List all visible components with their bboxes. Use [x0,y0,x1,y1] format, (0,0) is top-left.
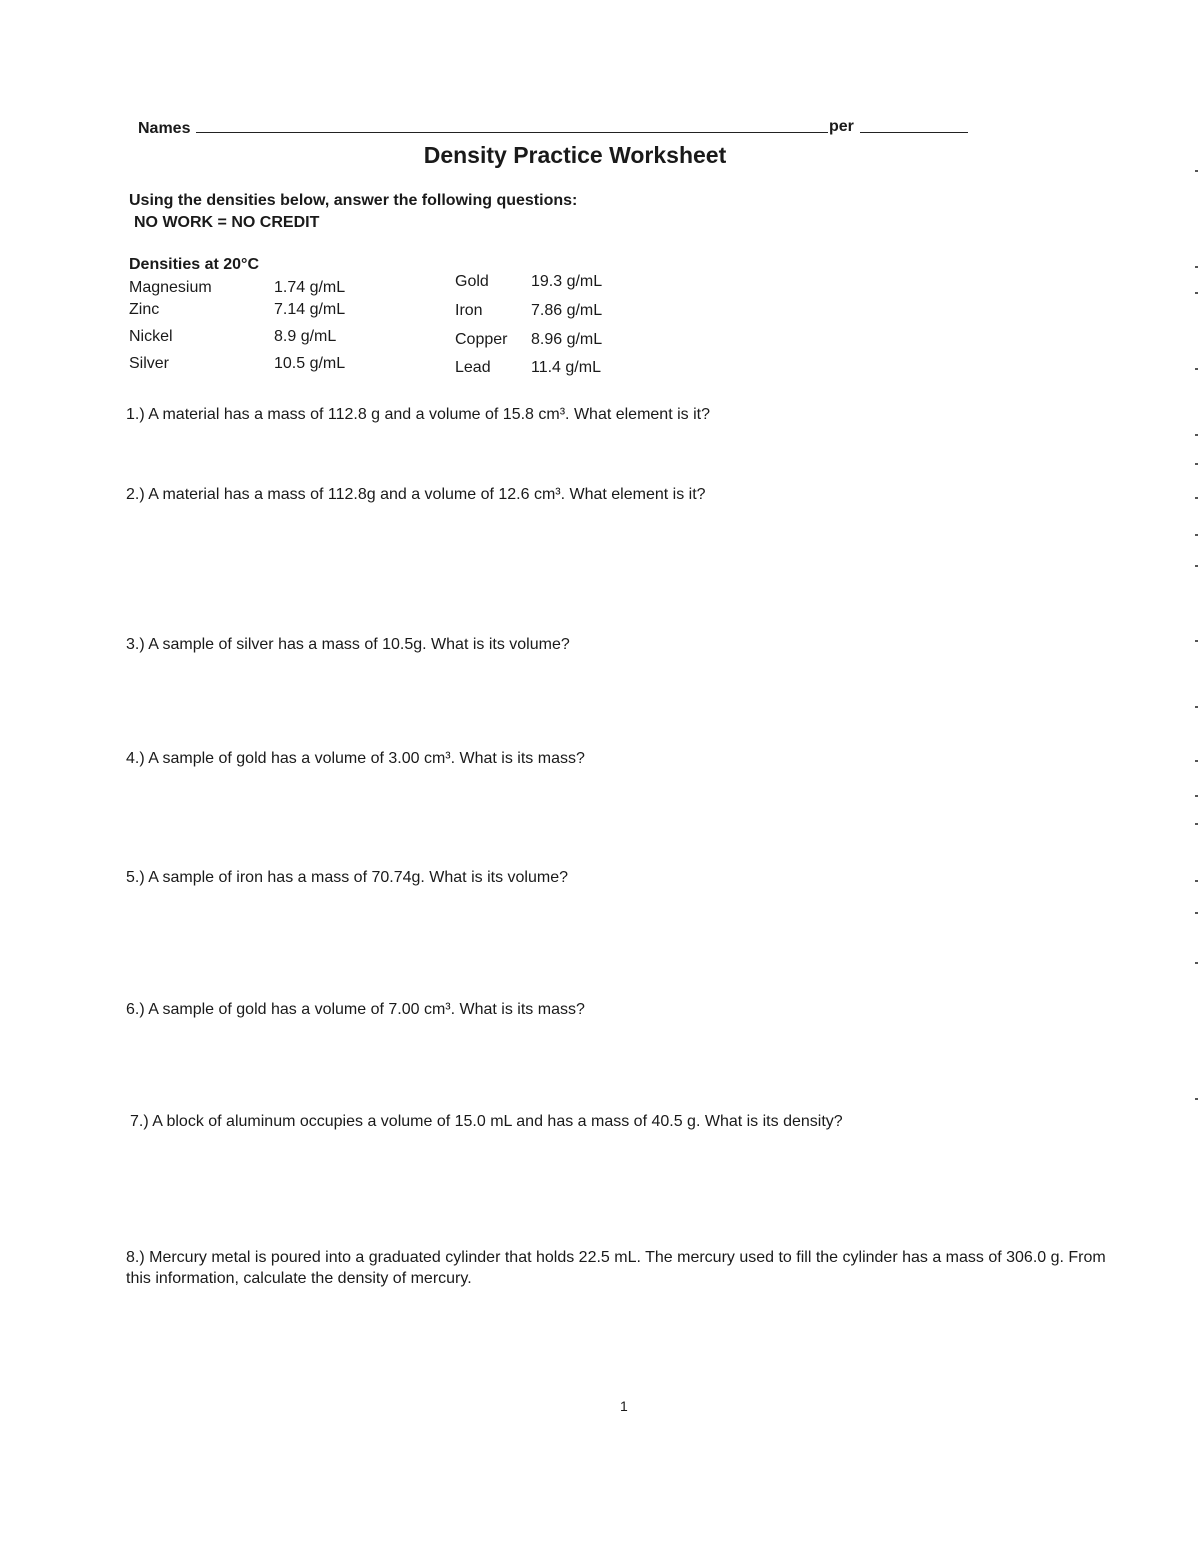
scan-mark [1195,292,1198,294]
element-density: 11.4 g/mL [531,359,601,376]
question-5: 5.) A sample of iron has a mass of 70.74g. What is its volume? [126,869,568,886]
names-label: Names [138,120,191,137]
scan-mark [1195,640,1198,642]
question-6: 6.) A sample of gold has a volume of 7.00 cm³. What is its mass? [126,1001,585,1018]
names-blank-line[interactable] [196,132,828,133]
instructions-line-1: Using the densities below, answer the following questions: [129,192,578,209]
question-2: 2.) A material has a mass of 112.8g and a volume of 12.6 cm³. What element is it? [126,486,706,503]
scan-mark [1195,368,1198,370]
element-density: 1.74 g/mL [274,279,346,296]
element-density: 10.5 g/mL [274,355,346,372]
scan-mark [1195,760,1198,762]
scan-mark [1195,565,1198,567]
scan-mark [1195,497,1198,499]
element-name: Iron [455,302,483,319]
scan-mark [1195,912,1198,914]
question-3: 3.) A sample of silver has a mass of 10.5g. What is its volume? [126,636,570,653]
question-8: 8.) Mercury metal is poured into a graduated cylinder that holds 22.5 mL. The mercury used to fill the cylinder has a mass of 306.0 g. From this information, calculate the density of mercury. [126,1249,1106,1287]
element-density: 8.9 g/mL [274,328,337,345]
period-label: per [829,118,854,135]
element-name: Copper [455,331,508,348]
period-blank-line[interactable] [860,132,968,133]
element-name: Lead [455,359,491,376]
element-density: 7.14 g/mL [274,301,346,318]
scan-mark [1195,962,1198,964]
question-1: 1.) A material has a mass of 112.8 g and a volume of 15.8 cm³. What element is it? [126,406,710,423]
scan-mark [1195,434,1198,436]
element-density: 7.86 g/mL [531,302,603,319]
element-name: Gold [455,273,489,290]
scan-mark [1195,823,1198,825]
header-names-period [138,118,968,142]
scan-mark [1195,706,1198,708]
scan-mark [1195,463,1198,465]
page-number: 1 [620,1398,628,1414]
scan-mark [1195,170,1198,172]
instructions-line-2: NO WORK = NO CREDIT [134,214,320,231]
scan-mark [1195,795,1198,797]
question-7: 7.) A block of aluminum occupies a volume of 15.0 mL and has a mass of 40.5 g. What is its density? [130,1113,843,1130]
element-density: 8.96 g/mL [531,331,603,348]
scan-mark [1195,880,1198,882]
scan-mark [1195,266,1198,268]
question-4: 4.) A sample of gold has a volume of 3.00 cm³. What is its mass? [126,750,585,767]
scan-mark [1195,1098,1198,1100]
element-name: Nickel [129,328,173,345]
element-name: Magnesium [129,279,212,296]
element-name: Zinc [129,301,160,318]
element-density: 19.3 g/mL [531,273,603,290]
instructions [129,190,577,234]
element-name: Silver [129,355,170,372]
densities-heading: Densities at 20°C [129,256,260,273]
page-title: Density Practice Worksheet [423,142,727,168]
scan-mark [1195,534,1198,536]
